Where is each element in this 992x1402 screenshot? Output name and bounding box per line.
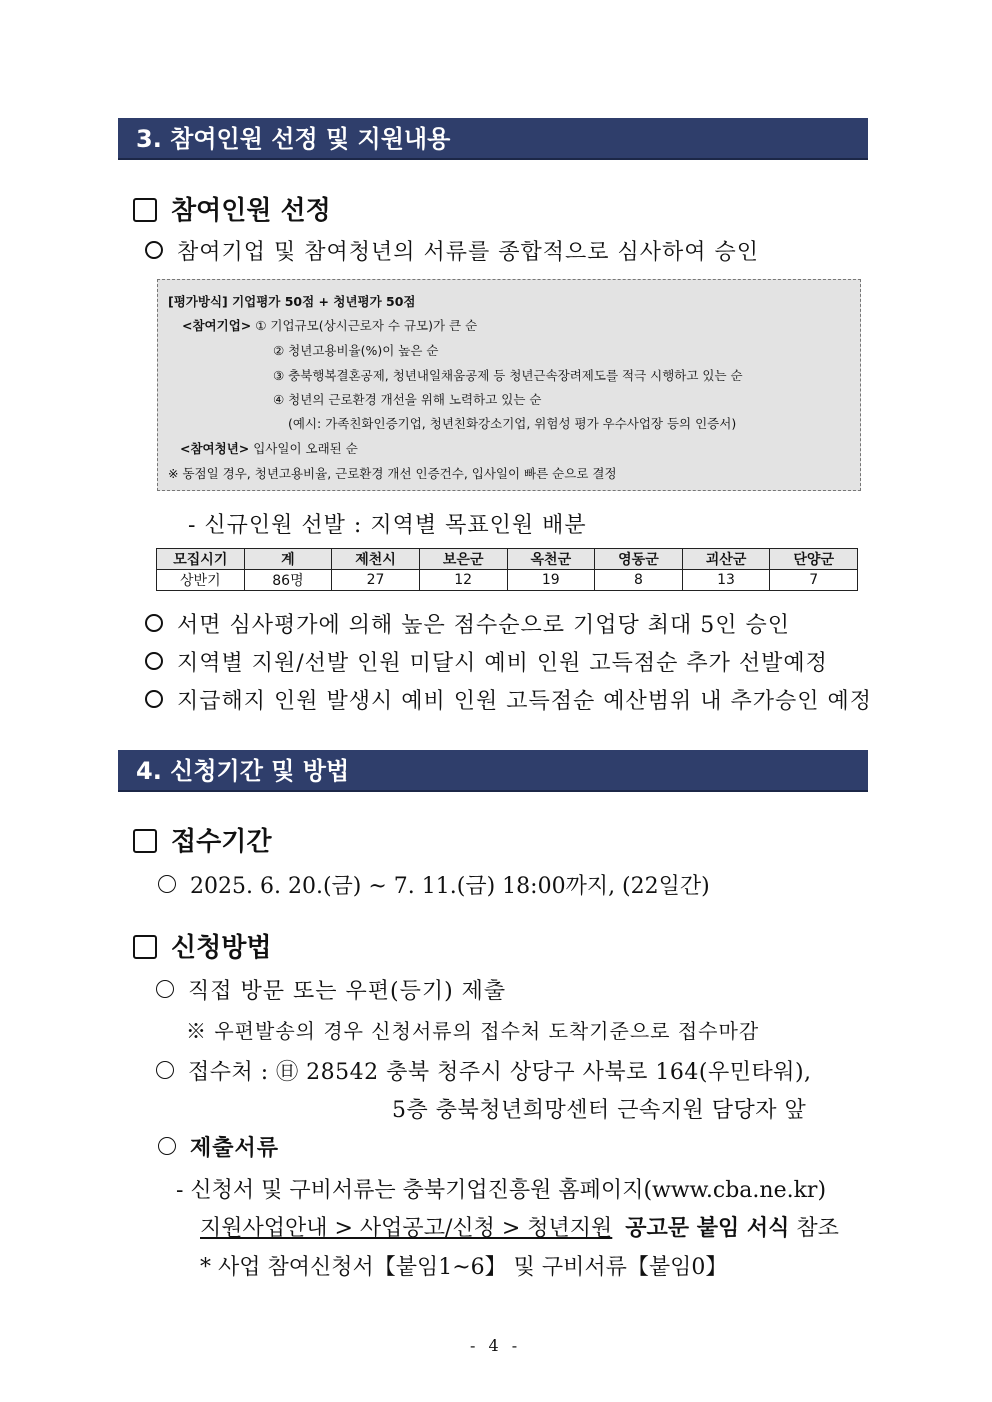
eval-youth-criterion: 입사일이 오래된 순	[249, 441, 358, 456]
bullet-text: 지역별 지원/선발 인원 미달시 예비 인원 고득점순 추가 선발예정	[177, 651, 828, 676]
table-cell: 8	[595, 570, 683, 591]
intro-text: 참여기업 및 참여청년의 서류를 종합적으로 심사하여 승인	[177, 240, 760, 265]
eval-line-3: ② 청년고용비율(%)이 높은 순	[273, 343, 439, 358]
table-cell: 상반기	[157, 570, 245, 591]
documents-form-reference: 공고문 붙임 서식	[625, 1215, 790, 1241]
documents-line-2	[200, 1211, 839, 1242]
eval-company-criterion-1: ① 기업규모(상시근로자 수 규모)가 큰 순	[251, 318, 478, 333]
region-target-table	[156, 548, 858, 591]
circle-bullet-icon	[145, 241, 163, 259]
address-line-2: 5층 충북청년희망센터 근속지원 담당자 앞	[392, 1098, 807, 1123]
eval-line-6: (예시: 가족친화인증기업, 청년친화강소기업, 위험성 평가 우수사업장 등의 인증서)	[288, 416, 737, 431]
evaluation-box	[157, 279, 861, 491]
bullet-text: 지급해지 인원 발생시 예비 인원 고득점순 예산범위 내 추가승인 예정	[177, 689, 872, 714]
heading-application-method	[133, 927, 271, 964]
eval-line-5: ④ 청년의 근로환경 개선을 위해 노력하고 있는 순	[273, 392, 542, 407]
circle-bullet-icon	[158, 875, 176, 893]
table-cell: 12	[419, 570, 507, 591]
period-line	[158, 869, 710, 900]
table-header-cell: 영동군	[595, 549, 683, 570]
documents-tail-text: 참조	[789, 1216, 839, 1241]
period-text: 2025. 6. 20.(금) ~ 7. 11.(금) 18:00까지, (22일간)	[190, 874, 710, 899]
table-header-cell: 계	[244, 549, 332, 570]
address-line-1	[156, 1055, 812, 1086]
eval-line-2	[182, 316, 477, 334]
square-bullet-icon	[133, 935, 157, 959]
section-3-title: 3. 참여인원 선정 및 지원내용	[118, 118, 868, 160]
table-cell: 86명	[244, 570, 332, 591]
documents-line-1: - 신청서 및 구비서류는 충북기업진흥원 홈페이지(www.cba.ne.kr)	[176, 1178, 827, 1203]
documents-path-link[interactable]: 지원사업안내 > 사업공고/신청 > 청년지원	[200, 1216, 613, 1241]
eval-line-8: ※ 동점일 경우, 청년고용비율, 근로환경 개선 인증건수, 입사일이 빠른 순으로 결정	[168, 466, 617, 481]
table-header-cell: 괴산군	[682, 549, 770, 570]
square-bullet-icon	[133, 198, 157, 222]
bullet-text: 서면 심사평가에 의해 높은 점수순으로 기업당 최대 5인 승인	[177, 613, 790, 638]
circle-bullet-icon	[156, 1061, 174, 1079]
heading-application-period	[133, 821, 271, 858]
heading-text: 참여인원 선정	[171, 196, 331, 226]
circle-bullet-icon	[145, 690, 163, 708]
table-cell: 19	[507, 570, 595, 591]
eval-company-tag: <참여기업>	[182, 318, 252, 333]
page-number: - 4 -	[470, 1336, 522, 1355]
circle-bullet-icon	[145, 652, 163, 670]
table-header-cell: 단양군	[770, 549, 858, 570]
intro-line	[145, 235, 759, 266]
bullet-line-3	[145, 684, 872, 715]
address-text: 접수처 : ㊐ 28542 충북 청주시 상당구 사북로 164(우민타워),	[188, 1060, 812, 1085]
table-header-cell: 옥천군	[507, 549, 595, 570]
eval-line-7	[180, 439, 358, 457]
eval-line-4: ③ 충북행복결혼공제, 청년내일채움공제 등 청년근속장려제도를 적극 시행하고 있는 순	[273, 368, 743, 383]
heading-text: 접수기간	[171, 827, 272, 857]
table-header-cell: 모집시기	[157, 549, 245, 570]
bullet-line-2	[145, 646, 828, 677]
postal-note: ※ 우편발송의 경우 신청서류의 접수처 도착기준으로 접수마감	[186, 1019, 760, 1043]
method-text: 직접 방문 또는 우편(등기) 제출	[188, 979, 507, 1004]
method-line	[156, 974, 506, 1005]
table-header-row	[157, 549, 858, 570]
eval-youth-tag: <참여청년>	[180, 441, 250, 456]
circle-bullet-icon	[158, 1137, 176, 1155]
heading-participant-selection	[133, 190, 331, 227]
selection-sub-line: - 신규인원 선발 : 지역별 목표인원 배분	[188, 513, 587, 538]
circle-bullet-icon	[145, 614, 163, 632]
table-cell: 7	[770, 570, 858, 591]
documents-line-3: * 사업 참여신청서【붙임1~6】 및 구비서류【붙임0】	[200, 1255, 728, 1280]
bullet-line-1	[145, 608, 790, 639]
heading-text: 신청방법	[171, 933, 272, 963]
table-header-cell: 제천시	[332, 549, 420, 570]
table-row	[157, 570, 858, 591]
documents-heading: 제출서류	[190, 1135, 280, 1161]
table-header-cell: 보은군	[419, 549, 507, 570]
table-cell: 27	[332, 570, 420, 591]
eval-line-1: [평가방식] 기업평가 50점 + 청년평가 50점	[168, 294, 416, 309]
section-4-title: 4. 신청기간 및 방법	[118, 750, 868, 792]
circle-bullet-icon	[156, 980, 174, 998]
documents-heading-line	[158, 1131, 279, 1162]
table-cell: 13	[682, 570, 770, 591]
square-bullet-icon	[133, 829, 157, 853]
